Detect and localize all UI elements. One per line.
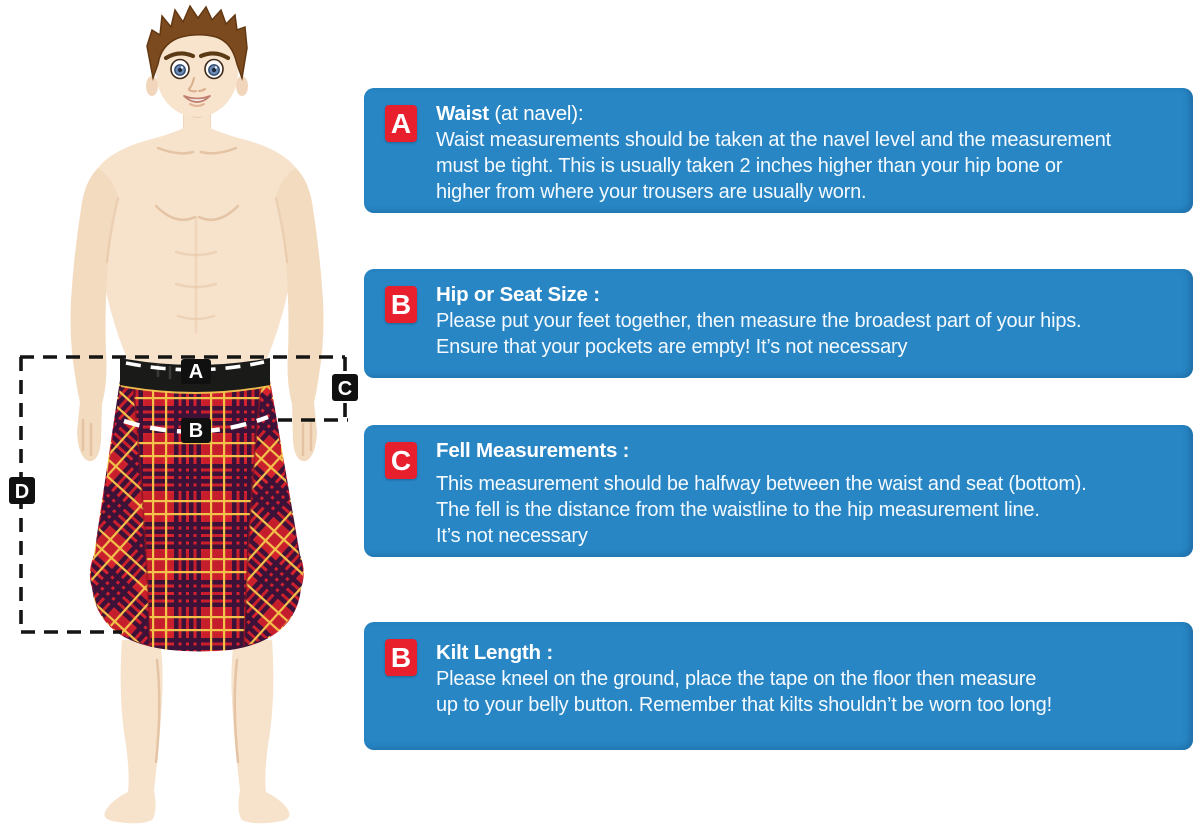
badge-waist: A — [385, 105, 417, 142]
hip-marker-letter: B — [188, 420, 204, 442]
hip-seat-title: Hip or Seat Size : — [436, 283, 600, 306]
fell-line-2: The fell is the distance from the waistline to the hip measurement line. — [436, 499, 1040, 521]
waist-line-2: must be tight. This is usually taken 2 inches higher than your hip bone or — [436, 155, 1063, 177]
info-box-fell — [364, 425, 1193, 557]
tartan-kilt — [90, 358, 304, 652]
kilt-length-title: Kilt Length : — [436, 641, 553, 664]
badge-kilt-length: B — [385, 639, 417, 676]
badge-fell: C — [385, 442, 417, 479]
length-marker-letter: D — [14, 481, 30, 503]
man-head — [146, 6, 248, 117]
info-box-hip-seat — [364, 269, 1193, 378]
fell-title: Fell Measurements : — [436, 439, 630, 462]
waist-line-1: Waist measurements should be taken at the navel level and the measurement — [436, 129, 1112, 151]
fell-marker-letter: C — [337, 378, 353, 400]
fell-line-3: It’s not necessary — [436, 525, 588, 547]
badge-hip-seat: B — [385, 286, 417, 323]
waist-marker-letter: A — [188, 361, 204, 383]
hip-seat-line-2: Ensure that your pockets are empty! It’s not necessary — [436, 336, 908, 358]
waist-line-3: higher from where your trousers are usually worn. — [436, 181, 867, 203]
kilt-figure-illustration — [0, 0, 400, 832]
kilt-length-line-2: up to your belly button. Remember that kilts shouldn’t be worn too long! — [436, 694, 1052, 716]
info-box-waist — [364, 88, 1193, 213]
kilt-length-line-1: Please kneel on the ground, place the tape on the floor then measure — [436, 668, 1037, 690]
man-in-kilt-svg — [0, 0, 400, 832]
fell-line-1: This measurement should be halfway between the waist and seat (bottom). — [436, 473, 1087, 495]
hip-seat-line-1: Please put your feet together, then measure the broadest part of your hips. — [436, 310, 1082, 332]
info-box-kilt-length — [364, 622, 1193, 750]
waist-title: Waist (at navel): — [436, 102, 584, 125]
